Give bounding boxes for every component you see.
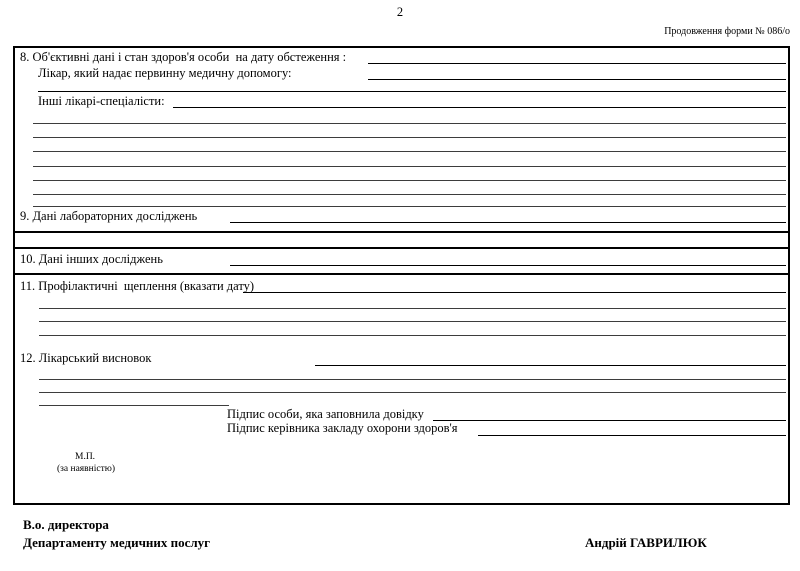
section-divider xyxy=(13,273,790,275)
blank-line xyxy=(39,405,229,406)
blank-line xyxy=(33,137,786,138)
specialists-blank-line xyxy=(173,107,786,108)
blank-line xyxy=(33,180,786,181)
signature-filler-label: Підпис особи, яка заповнила довідку xyxy=(227,407,424,421)
blank-line xyxy=(33,194,786,195)
section9-label: 9. Дані лабораторних досліджень xyxy=(20,209,198,223)
section11-label: 11. Профілактичні щеплення (вказати дату) xyxy=(20,279,255,293)
blank-line xyxy=(33,123,786,124)
form-continuation-note: Продовження форми № 086/о xyxy=(664,26,790,37)
section11-blank-line xyxy=(243,292,786,293)
blank-line xyxy=(39,308,786,309)
footer-position-line1: В.о. директора xyxy=(23,517,109,532)
section8-label: 8. Об'єктивні дані і стан здоров'я особи на дату обстеження : xyxy=(20,50,347,64)
section12-label: 12. Лікарський висновок xyxy=(20,351,152,365)
signature-filler-blank-line xyxy=(433,420,786,421)
section-divider xyxy=(13,247,790,249)
signature-head-blank-line xyxy=(478,435,786,436)
specialists-label: Інші лікарі-спеціалісти: xyxy=(38,94,165,108)
footer-signatory-name: Андрій ГАВРИЛЮК xyxy=(585,535,707,550)
blank-line xyxy=(38,91,786,92)
blank-line xyxy=(39,379,786,380)
page-number: 2 xyxy=(396,5,404,19)
stamp-note: (за наявністю) xyxy=(57,464,116,474)
section12-blank-line xyxy=(315,365,786,366)
section9-blank-line xyxy=(230,222,786,223)
stamp-label: М.П. xyxy=(75,452,96,462)
blank-line xyxy=(39,335,786,336)
blank-line xyxy=(33,166,786,167)
blank-line xyxy=(39,392,786,393)
section-divider xyxy=(13,231,790,233)
primary-doctor-label: Лікар, який надає первинну медичну допомогу: xyxy=(38,66,292,80)
section10-blank-line xyxy=(230,265,786,266)
section10-label: 10. Дані інших досліджень xyxy=(20,252,163,266)
signature-head-label: Підпис керівника закладу охорони здоров'я xyxy=(227,421,458,435)
footer-position-line2: Департаменту медичних послуг xyxy=(23,535,211,550)
blank-line xyxy=(33,151,786,152)
form-border-box xyxy=(13,46,790,505)
blank-line xyxy=(33,206,786,207)
primary-doctor-blank-line xyxy=(368,79,786,80)
section8-blank-line xyxy=(368,63,786,64)
blank-line xyxy=(39,321,786,322)
